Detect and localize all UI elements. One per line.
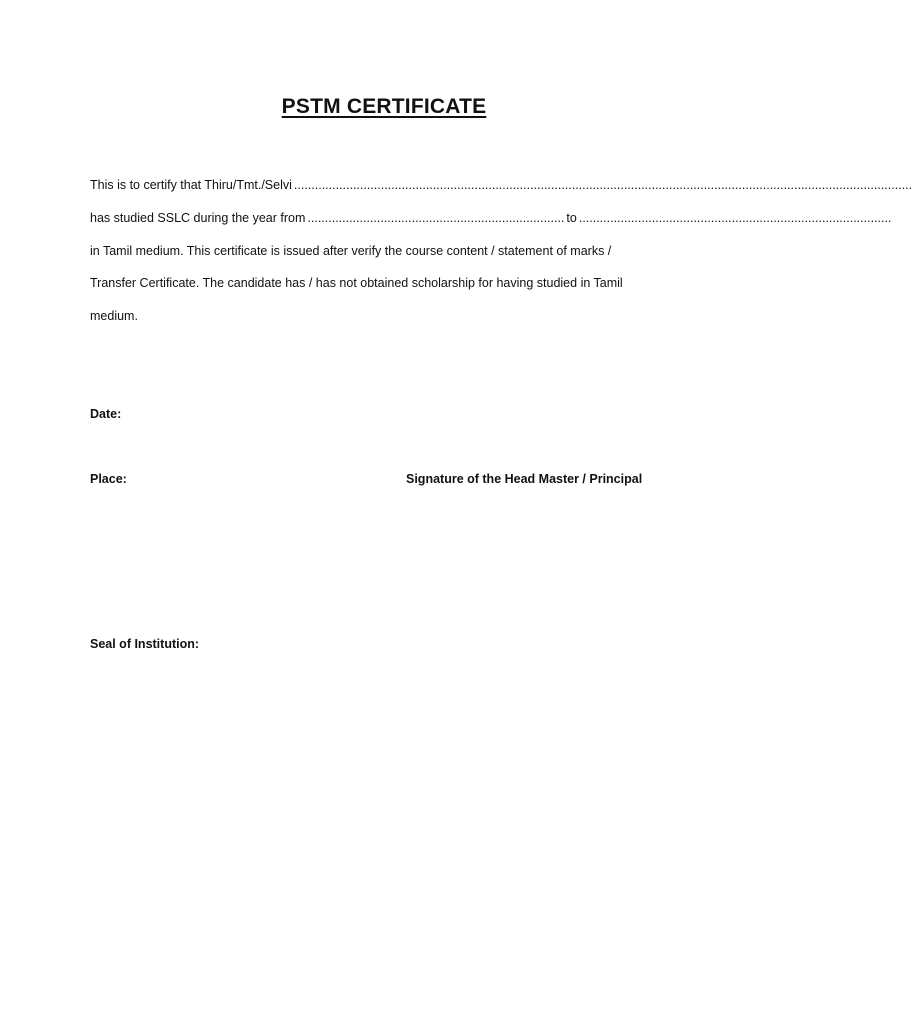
seal-label: Seal of Institution:: [90, 637, 200, 651]
date-label: Date:: [90, 407, 122, 421]
body-line-3: in Tamil medium. This certificate is issued after verify the course content / statement of marks /: [90, 244, 612, 258]
certify-text: This is to certify that Thiru/Tmt./Selvi: [90, 178, 292, 192]
place-label: Place:: [90, 472, 127, 486]
body-line-5: medium.: [90, 309, 138, 323]
to-text: to: [566, 211, 577, 225]
year-to-blank: ..........................................................................................: [578, 211, 892, 225]
year-from-blank: ..........................................................................: [307, 211, 565, 225]
body-line-2: [90, 210, 892, 226]
body-line-4: Transfer Certificate. The candidate has / has not obtained scholarship for having studied in Tamil: [90, 276, 623, 290]
body-line-1: [90, 177, 912, 193]
name-blank: ..................................................................................................................................................................................: [293, 178, 912, 192]
studied-text: has studied SSLC during the year from: [90, 211, 306, 225]
certificate-title: PSTM CERTIFICATE: [281, 95, 487, 118]
signature-label: Signature of the Head Master / Principal: [406, 472, 643, 486]
